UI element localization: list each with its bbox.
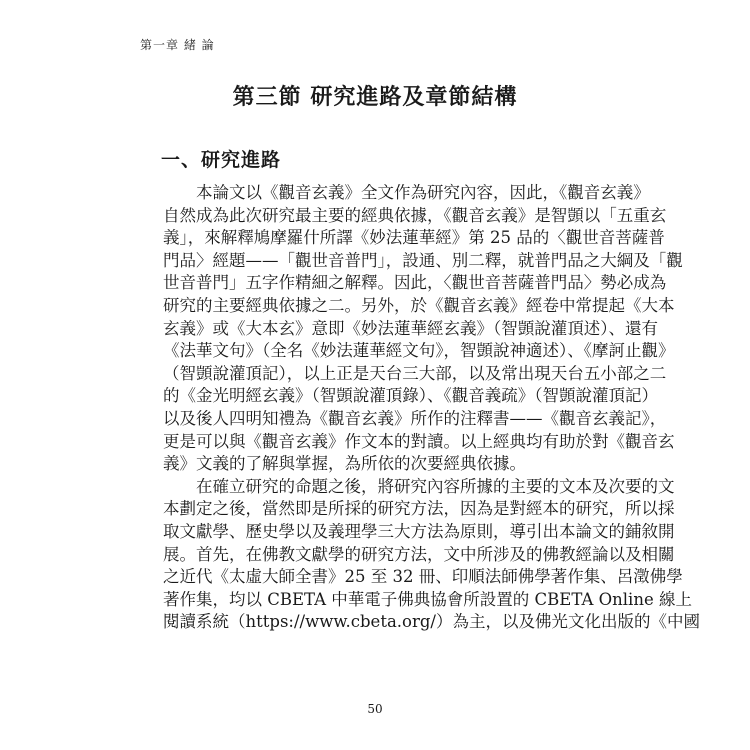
text-line: 義」，來解釋鳩摩羅什所譯《妙法蓮華經》第 25 品的〈觀世音菩薩普 [163,228,665,248]
text-line: 本論文以《觀音玄義》全文作為研究內容，因此，《觀音玄義》 [163,183,650,202]
text-line: 義》文義的了解與掌握，為所依的次要經典依據。 [163,454,526,474]
text-line: 自然成為此次研究最主要的經典依據，《觀音玄義》是智顗以「五重玄 [163,205,667,225]
text-line: 閱讀系統（https://www.cbeta.org/）為主，以及佛光文化出版的《中國 [163,612,700,632]
text-line: 玄義》或《大本玄》意即《妙法蓮華經玄義》（智顗說灌頂述）、還有 [163,318,658,338]
text-line: （智顗說灌頂記），以上正是天台三大部，以及常出現天台五小部之二 [163,363,667,383]
body-text [163,182,700,634]
text-line: 在確立研究的命題之後，將研究內容所據的主要的文本及次要的文 [163,476,675,496]
text-line: 更是可以與《觀音玄義》作文本的對讀。以上經典均有助於對《觀音玄 [163,431,675,451]
text-line: 著作集，均以 CBETA 中華電子佛典協會所設置的 CBETA Online 線上 [163,589,692,609]
text-line: 本劃定之後，當然即是所採的研究方法，因為是對經本的研究，所以採 [163,499,675,519]
text-line: 研究的主要經典依據之二。另外，於《觀音玄義》經卷中常提起《大本 [163,295,675,315]
paragraph-2 [163,476,700,634]
text-line: 展。首先，在佛教文獻學的研究方法，文中所涉及的佛教經論以及相關 [163,544,675,564]
text-line: 世音普門」五字作精細之解釋。因此，〈觀世音菩薩普門品〉勢必成為 [163,273,667,293]
text-line: 以及後人四明知禮為《觀音玄義》所作的注釋書——《觀音玄義記》， [163,408,667,428]
text-line: 的《金光明經玄義》（智顗說灌頂錄）、《觀音義疏》（智顗說灌頂記） [163,386,658,406]
running-header: 第一章 緒 論 [140,38,215,52]
text-line: 之近代《太虛大師全書》25 至 32 冊、印順法師佛學著作集、呂澂佛學 [163,567,683,587]
text-line: 門品〉經題——「觀世音普門」，設通、別二釋，就普門品之大綱及「觀 [163,250,683,270]
text-line: 取文獻學、歷史學以及義理學三大方法為原則，導引出本論文的鋪敘開 [163,521,675,541]
subsection-title: 一、研究進路 [161,149,282,171]
page-number: 50 [367,702,383,716]
paragraph-1 [163,182,683,476]
text-line: 《法華文句》（全名《妙法蓮華經文句》，智顗說神適述）、《摩訶止觀》 [163,341,675,361]
section-title: 第三節 研究進路及章節結構 [232,84,518,110]
